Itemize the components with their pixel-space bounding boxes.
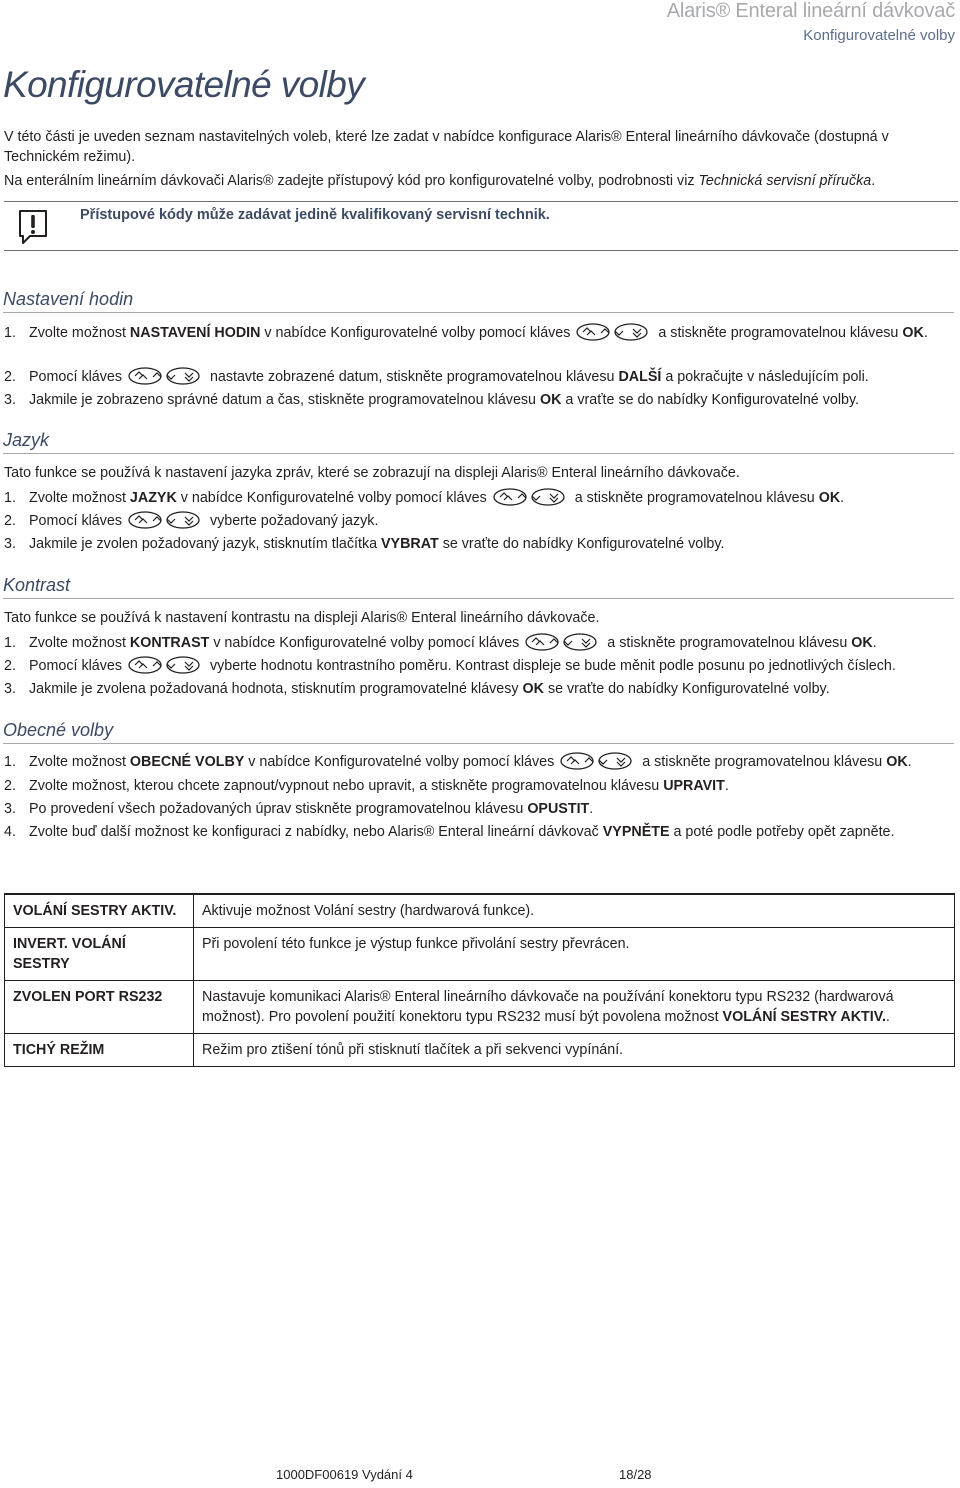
option-name: INVERT. VOLÁNÍ SESTRY xyxy=(5,928,194,981)
option-description: Aktivuje možnost Volání sestry (hardwarová funkce). xyxy=(194,894,955,928)
option-name: ZVOLEN PORT RS232 xyxy=(5,981,194,1034)
navigation-keys-icon xyxy=(493,488,565,506)
document-number: 1000DF00619 Vydání 4 xyxy=(276,1467,413,1482)
list-item: 2. Zvolte možnost, kterou chcete zapnout/vypnout nebo upravit, a stiskněte programovatelnou klávesu UPRAVIT. xyxy=(4,778,729,794)
manual-reference: Technická servisní příručka xyxy=(698,173,872,189)
intro-paragraph-2: Na enterálním lineárním dávkovači Alaris® zadejte přístupový kód pro konfigurovatelné volby, podrobnosti viz Technická servisní příručka. xyxy=(4,173,876,189)
list-item: 3. Po provedení všech požadovaných úprav stiskněte programovatelnou klávesu OPUSTIT. xyxy=(4,801,594,817)
options-table xyxy=(4,893,955,1067)
navigation-keys-icon xyxy=(128,367,200,385)
option-name: TICHÝ REŽIM xyxy=(5,1034,194,1067)
option-description: Nastavuje komunikaci Alaris® Enteral lineárního dávkovače na používání konektoru typu RS232 (hardwarová možnost). Pro povolení použití konektoru typu RS232 musí být povolena možnost VOLÁNÍ SESTRY AKTIV.. xyxy=(194,981,955,1034)
list-item: 2. Pomocí kláves vyberte požadovaný jazyk. xyxy=(4,513,379,529)
language-description: Tato funkce se používá k nastavení jazyka zpráv, které se zobrazují na displeji Alaris® Enteral lineárního dávkovače. xyxy=(4,465,740,481)
list-item: 3. Jakmile je zobrazeno správné datum a čas, stiskněte programovatelnou klávesu OK a vraťte se do nabídky Konfigurovatelné volby. xyxy=(4,392,860,408)
navigation-keys-icon xyxy=(576,323,648,341)
list-item: 3. Jakmile je zvolena požadovaná hodnota, stisknutím programovatelné klávesy OK se vraťte do nabídky Konfigurovatelné volby. xyxy=(4,681,830,697)
table-row xyxy=(5,981,955,1034)
list-item: 3. Jakmile je zvolen požadovaný jazyk, stisknutím tlačítka VYBRAT se vraťte do nabídky Konfigurovatelné volby. xyxy=(4,536,725,552)
header-section-name: Konfigurovatelné volby xyxy=(803,27,955,44)
option-description: Při povolení této funkce je výstup funkce přivolání sestry převrácen. xyxy=(194,928,955,981)
option-description: Režim pro ztišení tónů při stisknutí tlačítek a při sekvenci vypínání. xyxy=(194,1034,955,1067)
navigation-keys-icon xyxy=(128,511,200,529)
warning-icon xyxy=(16,208,50,246)
header-product-name: Alaris® Enteral lineární dávkovač xyxy=(666,0,955,22)
list-item: 4. Zvolte buď další možnost ke konfiguraci z nabídky, nebo Alaris® Enteral lineární dávkovač VYPNĚTE a poté podle potřeby opět zapněte. xyxy=(4,824,895,840)
list-item: 2. Pomocí kláves vyberte hodnotu kontrastního poměru. Kontrast displeje se bude měnit podle posunu po jednotlivých číslech. xyxy=(4,658,896,674)
list-item: 1. Zvolte možnost NASTAVENÍ HODIN v nabídce Konfigurovatelné volby pomocí kláves a stiskněte programovatelnou klávesu OK. xyxy=(4,325,928,341)
list-item: 1. Zvolte možnost KONTRAST v nabídce Konfigurovatelné volby pomocí kláves a stiskněte programovatelnou klávesu OK. xyxy=(4,635,877,651)
list-item: 1. Zvolte možnost JAZYK v nabídce Konfigurovatelné volby pomocí kláves a stiskněte programovatelnou klávesu OK. xyxy=(4,490,845,506)
intro-paragraph-1: V této části je uveden seznam nastavitelných voleb, které lze zadat v nabídce konfigurace Alaris® Enteral lineárního dávkovače (dostupná v Technickém režimu). xyxy=(4,129,889,165)
contrast-description: Tato funkce se používá k nastavení kontrastu na displeji Alaris® Enteral lineárního dávkovače. xyxy=(4,610,600,626)
section-heading-language: Jazyk xyxy=(3,430,954,454)
table-row xyxy=(5,928,955,981)
option-name: VOLÁNÍ SESTRY AKTIV. xyxy=(5,894,194,928)
navigation-keys-icon xyxy=(128,656,200,674)
section-heading-general: Obecné volby xyxy=(3,720,954,744)
list-item: 1. Zvolte možnost OBECNÉ VOLBY v nabídce Konfigurovatelné volby pomocí kláves a stiskněte programovatelnou klávesu OK. xyxy=(4,754,912,770)
table-row xyxy=(5,894,955,928)
warning-box xyxy=(4,201,958,251)
table-row xyxy=(5,1034,955,1067)
section-heading-contrast: Kontrast xyxy=(3,575,954,599)
page-title: Konfigurovatelné volby xyxy=(3,64,365,105)
section-heading-clock: Nastavení hodin xyxy=(3,289,954,313)
navigation-keys-icon xyxy=(525,633,597,651)
page-number: 18/28 xyxy=(619,1467,652,1482)
warning-text: Přístupové kódy může zadávat jedině kvalifikovaný servisní technik. xyxy=(80,207,550,223)
navigation-keys-icon xyxy=(560,752,632,770)
list-item: 2. Pomocí kláves nastavte zobrazené datum, stiskněte programovatelnou klávesu DALŠÍ a pokračujte v následujícím poli. xyxy=(4,369,869,385)
